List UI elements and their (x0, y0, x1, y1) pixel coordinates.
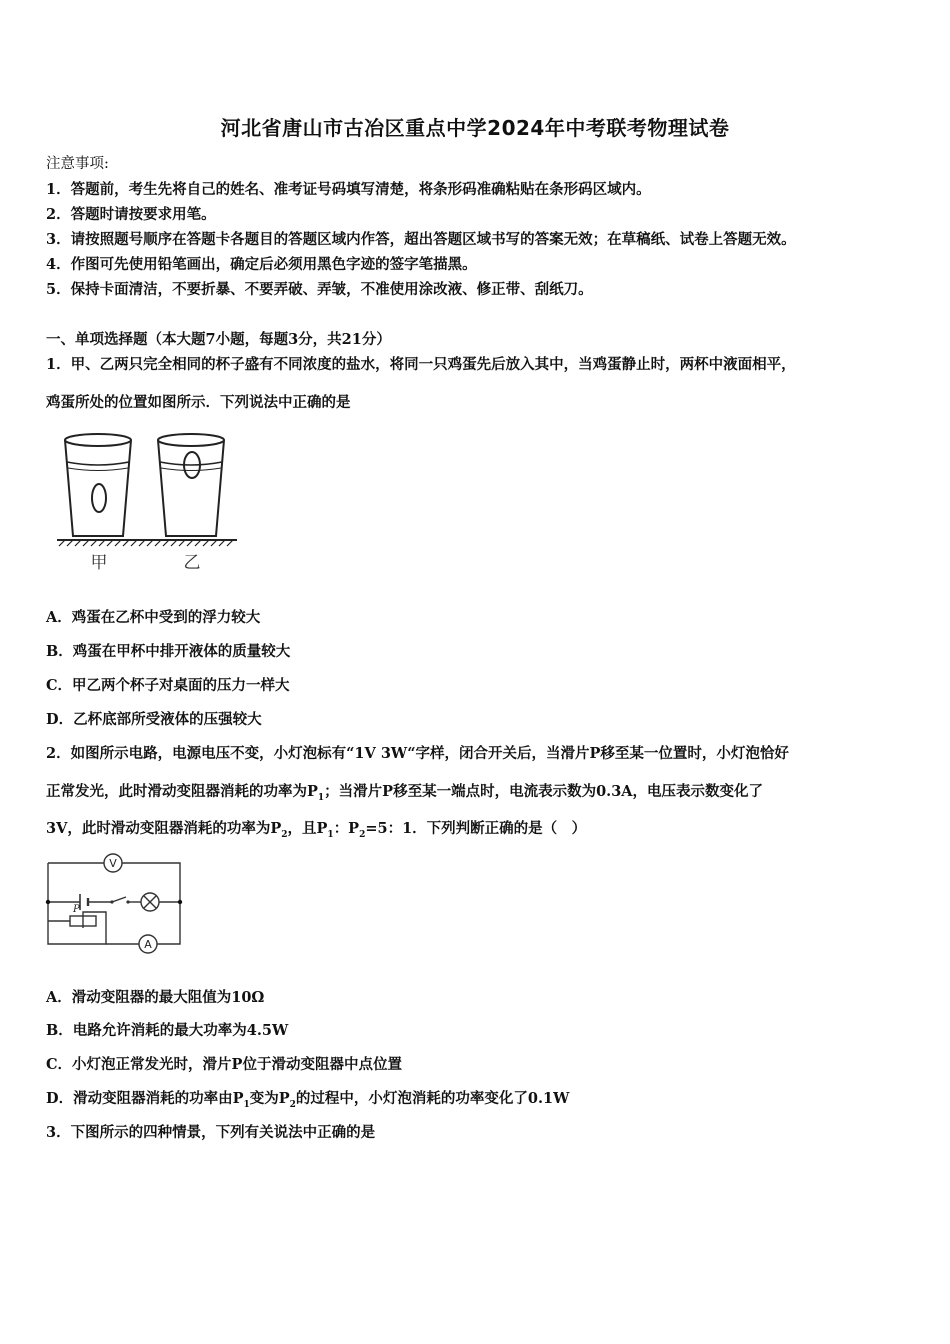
q3-text-line1: 3．下图所示的四种情景，下列有关说法中正确的是 (46, 1124, 376, 1141)
notice-item-1: 1．答题前，考生先将自己的姓名、准考证号码填写清楚，将条形码准确粘贴在条形码区域内。 (46, 181, 651, 198)
cup-yi (158, 434, 224, 536)
notice-item-2: 2．答题时请按要求用笔。 (46, 206, 216, 223)
notice-item-4: 4．作图可先使用铅笔画出，确定后必须用黑色字迹的签字笔描黑。 (46, 256, 477, 273)
q2-option-b: B．电路允许消耗的最大功率为4.5W (46, 1022, 289, 1039)
notice-heading: 注意事项: (46, 156, 109, 172)
q1-option-c: C．甲乙两个杯子对桌面的压力一样大 (46, 677, 290, 694)
q2-circuit-figure (40, 848, 185, 958)
q1-text-line2: 鸡蛋所处的位置如图所示．下列说法中正确的是 (46, 394, 351, 411)
q1-cups-figure (55, 428, 240, 576)
ammeter-label: A (144, 938, 152, 951)
q2-text-line3: 3V，此时滑动变阻器消耗的功率为$P_2$，且$P_1$：$P_2=5$：1．下列判断正确的是（ ） (46, 820, 587, 840)
notice-item-3: 3．请按照题号顺序在答题卡各题目的答题区域内作答，超出答题区域书写的答案无效；在草稿纸、试卷上答题无效。 (46, 231, 796, 248)
q2-option-d: D．滑动变阻器消耗的功率由$P_1$变为$P_2$的过程中，小灯泡消耗的功率变化了0.1W (46, 1090, 570, 1110)
cup-label-jia: 甲 (90, 553, 108, 573)
q1-option-a: A．鸡蛋在乙杯中受到的浮力较大 (46, 609, 261, 626)
section-heading: 一、单项选择题（本大题7小题，每题3分，共21分） (46, 331, 391, 348)
notice-item-5: 5．保持卡面清洁，不要折暴、不要弄破、弄皱，不准使用涂改液、修正带、刮纸刀。 (46, 281, 593, 298)
q2-option-a: A．滑动变阻器的最大阻值为10Ω (46, 989, 265, 1006)
q1-option-d: D．乙杯底部所受液体的压强较大 (46, 711, 262, 728)
q2-text-line1: 2．如图所示电路，电源电压不变，小灯泡标有“1V 3W“字样，闭合开关后，当滑片P移至某一位置时，小灯泡恰好 (46, 745, 789, 762)
slider-label: P (73, 904, 80, 915)
voltmeter-label: V (109, 857, 117, 870)
q2-option-c: C．小灯泡正常发光时，滑片P位于滑动变阻器中点位置 (46, 1056, 402, 1073)
q1-text-line1: 1．甲、乙两只完全相同的杯子盛有不同浓度的盐水，将同一只鸡蛋先后放入其中，当鸡蛋静止时，两杯中液面相平， (46, 356, 796, 373)
lamp-symbol (141, 893, 159, 911)
egg-in-cup-jia (92, 484, 106, 512)
page-title: 河北省唐山市古冶区重点中学2024年中考联考物理试卷 (220, 116, 730, 140)
q2-text-line2: 正常发光，此时滑动变阻器消耗的功率为$P_1$；当滑片P移至某一端点时，电流表示数为0.3A，电压表示数变化了 (46, 783, 764, 803)
cup-label-yi: 乙 (183, 553, 201, 573)
q1-option-b: B．鸡蛋在甲杯中排开液体的质量较大 (46, 643, 291, 660)
